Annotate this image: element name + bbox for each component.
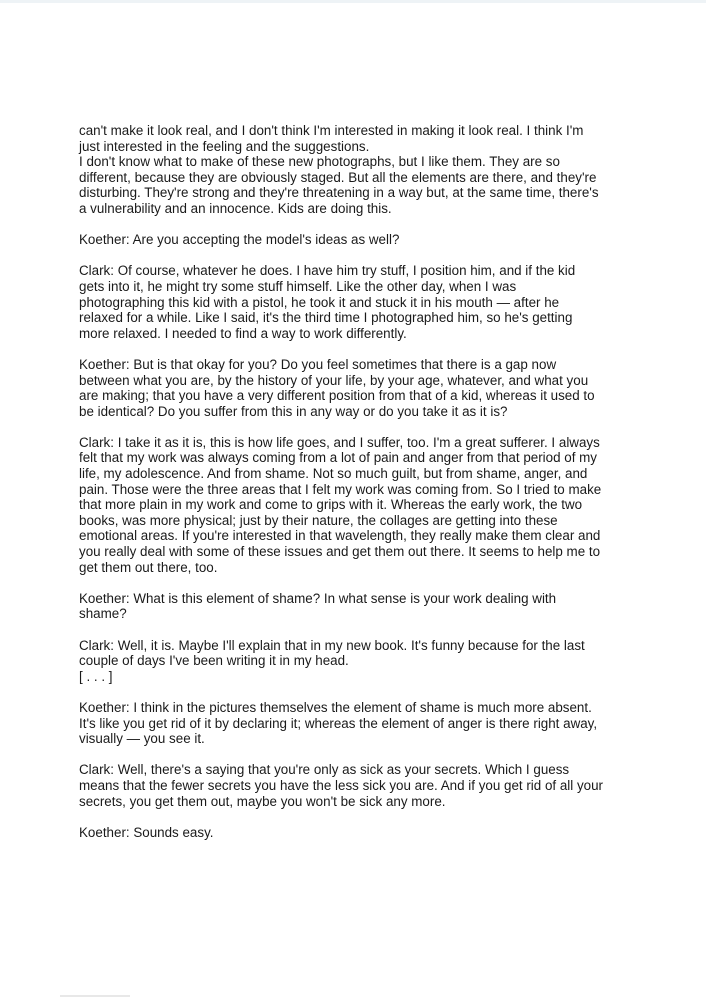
paragraph-clark-answer-book: Clark: Well, it is. Maybe I'll explain that in my new book. It's funny because for the last couple of days I've been writing it in my head. bbox=[79, 637, 585, 669]
paragraph-new-photographs: I don't know what to make of these new photographs, but I like them. They are so different, because they are obviously staged. But all the elements are there, and they're disturbing. They're strong and they're threatening in a way but, at the same time, there's a vulnerability and an innocence. Kids are doing this. bbox=[79, 154, 599, 216]
paragraph-koether-shame-absent: Koether: I think in the pictures themselves the element of shame is much more absent. It's like you get rid of it by declaring it; whereas the element of anger is there right away, visually — you see it. bbox=[79, 699, 598, 747]
paragraph-koether-question-shame: Koether: What is this element of shame? In what sense is your work dealing with shame? bbox=[79, 590, 557, 622]
paragraph-koether-question-model: Koether: Are you accepting the model's ideas as well? bbox=[79, 232, 400, 248]
scan-top-edge bbox=[0, 0, 706, 3]
paragraph-clark-answer-suffering: Clark: I take it as it is, this is how life goes, and I suffer, too. I'm a great sufferer. I always felt that my work was always coming from a lot of pain and anger from that period of my life, my adolescence. And from shame. Not so much guilt, but from shame, anger, and pain. Those were the three areas that I felt my work was coming from. So I tried to make that more plain in my work and come to grips with it. Whereas the early work, the two books, was more physical; just by their nature, the collages are getting into these emotional areas. If you're interested in that wavelength, they really make them clear and you really deal with some of these issues and get them out there. It seems to help me to get them out there, too. bbox=[79, 434, 602, 575]
paragraph-ellipsis: [ . . . ] bbox=[79, 668, 113, 684]
paragraph-continuation: can't make it look real, and I don't think I'm interested in making it look real. I think I'm just interested in the feeling and the suggestions. bbox=[79, 123, 584, 154]
interview-text bbox=[79, 123, 639, 856]
scan-bottom-mark bbox=[60, 995, 130, 997]
paragraph-koether-sounds-easy: Koether: Sounds easy. bbox=[79, 824, 214, 840]
paragraph-koether-question-gap: Koether: But is that okay for you? Do you feel sometimes that there is a gap now between what you are, by the history of your life, by your age, whatever, and what you are making; that you have a very different position from that of a kid, whereas it used to be identical? Do you suffer from this in any way or do you take it as it is? bbox=[79, 356, 595, 419]
paragraph-clark-answer-model: Clark: Of course, whatever he does. I have him try stuff, I position him, and if the kid gets into it, he might try some stuff himself. Like the other day, when I was photographing this kid with a pistol, he took it and stuck it in his mouth — after he relaxed for a while. Like I said, it's the third time I photographed him, so he's getting more relaxed. I needed to find a way to work differently. bbox=[79, 263, 576, 341]
paragraph-clark-secrets: Clark: Well, there's a saying that you're only as sick as your secrets. Which I guess means that the fewer secrets you have the less sick you are. And if you get rid of all your secrets, you get them out, maybe you won't be sick any more. bbox=[79, 762, 603, 809]
